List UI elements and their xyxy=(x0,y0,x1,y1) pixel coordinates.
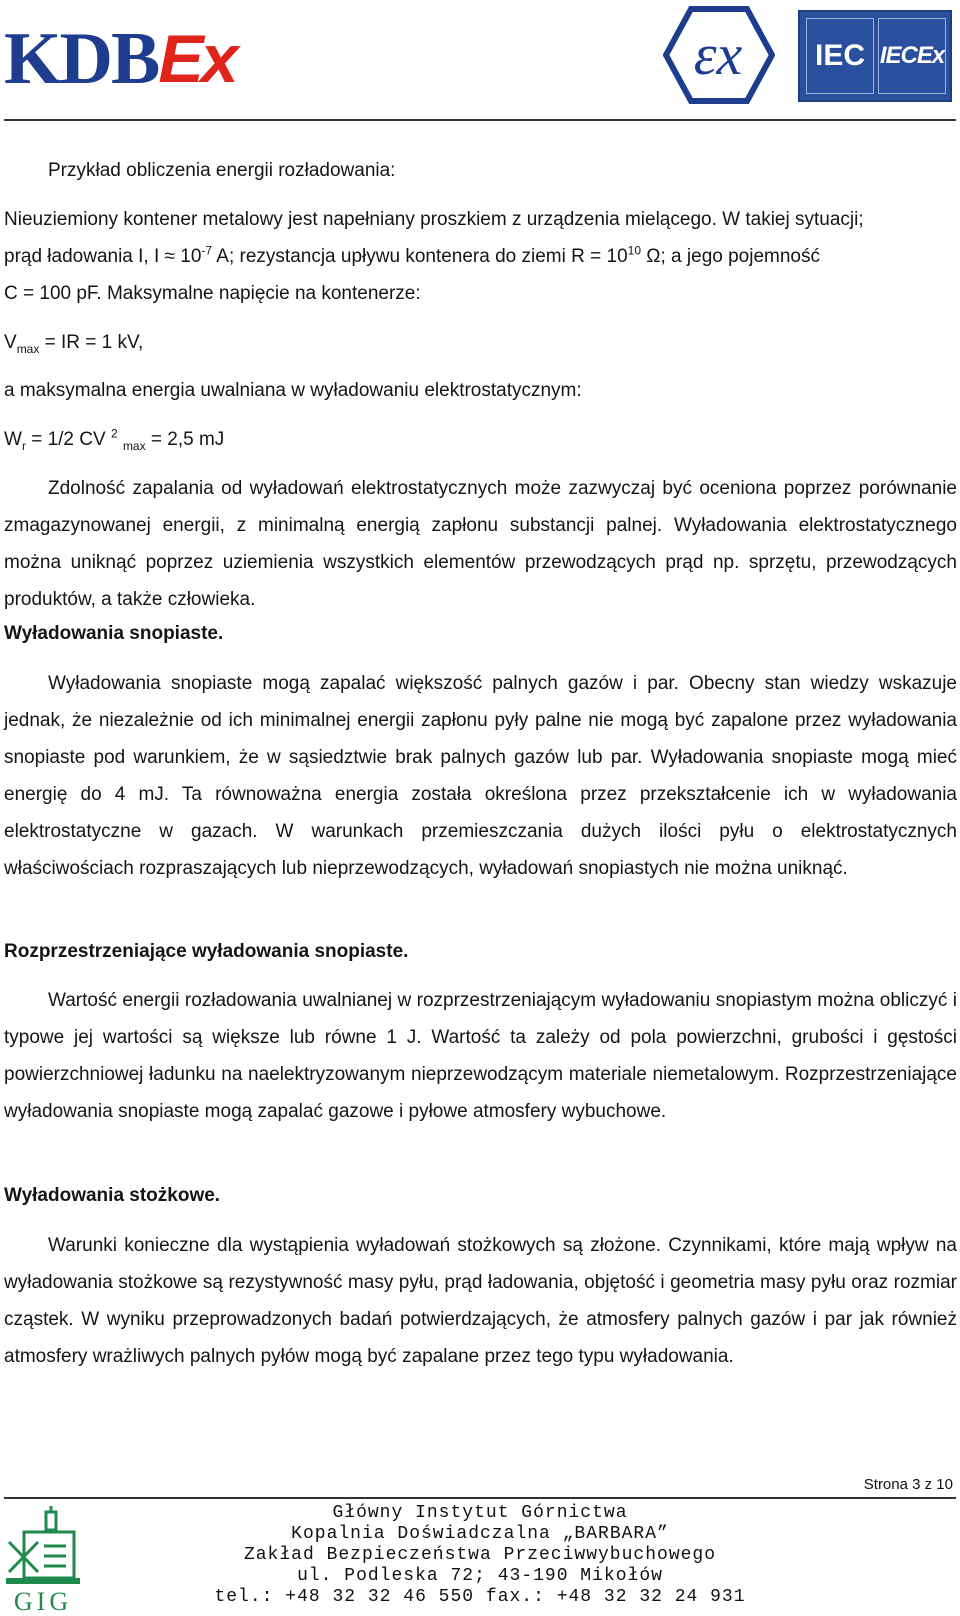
footer-divider xyxy=(4,1497,956,1499)
subscript: r xyxy=(21,438,26,453)
section-intro: Przykład obliczenia energii rozładowania: xyxy=(48,160,396,181)
institute-address xyxy=(0,1503,960,1608)
page-header xyxy=(0,0,960,122)
heading-brush-discharges: Wyładowania snopiaste. xyxy=(4,623,224,644)
paragraph-line: Nieuziemiony kontener metalowy jest napełniany proszkiem z urządzenia mielącego. W takiej sytuacji; xyxy=(4,209,864,230)
paragraph-line: a maksymalna energia uwalniana w wyładowaniu elektrostatycznym: xyxy=(4,380,582,401)
footer-line: tel.: +48 32 32 46 550 fax.: +48 32 32 24 931 xyxy=(214,1587,746,1607)
text-run: A; rezystancja upływu kontenera do ziemi R = 10 xyxy=(212,246,628,267)
page-number: Strona 3 z 10 xyxy=(863,1476,953,1493)
footer-line: Główny Instytut Górnictwa xyxy=(332,1503,628,1523)
text-run: V xyxy=(4,332,17,353)
text-run: W xyxy=(4,429,22,450)
iec-logo-text: IEC xyxy=(806,18,874,94)
logo-ex-text: Ex xyxy=(158,21,236,97)
footer-line: ul. Podleska 72; 43-190 Mikołów xyxy=(297,1566,663,1586)
subscript: max xyxy=(122,438,146,453)
text-run: prąd ładowania I, I ≈ 10 xyxy=(4,246,202,267)
exponent: 2 xyxy=(110,426,118,441)
footer-line: Kopalnia Doświadczalna „BARBARA” xyxy=(291,1524,669,1544)
paragraph-line xyxy=(4,238,820,275)
iec-iecex-logo xyxy=(798,10,952,102)
kdbex-logo xyxy=(4,18,236,100)
text-run: Ω; a jego pojemność xyxy=(641,246,820,267)
paragraph-ignition: Zdolność zapalania od wyładowań elektrostatycznych może zazwyczaj być oceniona poprzez porównanie zmagazynowanej energii, z minimalną energią zapłonu substancji palnej. Wyładowania elektrostatycznego można uniknąć poprzez uziemienia wszystkich elementów przewodzących prąd np. sprzętu, przewodzących produktów, a także człowieka. xyxy=(4,478,957,610)
atex-ex-hexagon-icon xyxy=(663,6,775,104)
text-run: = 1/2 CV xyxy=(25,429,111,450)
header-divider xyxy=(4,119,956,121)
exponent: -7 xyxy=(201,243,213,258)
subscript: max xyxy=(16,341,40,356)
exponent: 10 xyxy=(627,243,642,258)
text-run: = 2,5 mJ xyxy=(145,429,225,450)
svg-text:εx: εx xyxy=(693,22,743,87)
heading-propagating-brush-discharges: Rozprzestrzeniające wyładowania snopiaste. xyxy=(4,941,409,962)
gig-letters: GIG xyxy=(13,1587,73,1614)
paragraph-cone-discharges: Warunki konieczne dla wystąpienia wyładowań stożkowych są złożone. Czynnikami, które mają wpływ na wyładowania stożkowe są rezystywność masy pyłu, prąd ładowania, objętość i geometria masy pyłu oraz rozmiar cząstek. W wyniku przeprowadzonych badań potwierdzających, że atmosfery palnych gazów i par jak również atmosfery wrażliwych palnych pyłów mogą być zapalane przez tego typu wyładowania. xyxy=(4,1235,957,1367)
paragraph-line: C = 100 pF. Maksymalne napięcie na kontenerze: xyxy=(4,283,421,304)
paragraph-propagating-brush-discharges: Wartość energii rozładowania uwalnianej w rozprzestrzeniającym wyładowaniu snopiastym można obliczyć i typowe jej wartości są większe lub równe 1 J. Wartość ta zależy od pola powierzchni, grubości i gęstości powierzchniowej ładunku na naelektryzowanym nieprzewodzącym materiale niemetalowym. Rozprzestrzeniające wyładowania snopiaste mogą zapalać gazowe i pyłowe atmosfery wybuchowe. xyxy=(4,990,957,1122)
heading-cone-discharges: Wyładowania stożkowe. xyxy=(4,1185,221,1206)
paragraph-brush-discharges: Wyładowania snopiaste mogą zapalać większość palnych gazów i par. Obecny stan wiedzy wskazuje jednak, że niezależnie od ich minimalnej energii zapłonu pyły palne nie mogą być zapalone przez wyładowania snopiaste pod warunkiem, że w sąsiedztwie brak palnych gazów lub par. Wyładowania snopiaste mogą mieć energię do 4 mJ. Ta równoważna energia została określona przez przekształcenie ich w wyładowania elektrostatyczne w gazach. W warunkach przemieszczania dużych ilości pyłu o elektrostatycznych właściwościach rozpraszających lub nieprzewodzących, wyładowań snopiastych nie można uniknąć. xyxy=(4,673,957,879)
text-run: = IR = 1 kV, xyxy=(39,332,144,353)
iecex-logo-text: IECEx xyxy=(878,18,946,94)
equation-wr xyxy=(4,421,224,458)
logo-kdb-text: KDB xyxy=(4,18,159,100)
footer-line: Zakład Bezpieczeństwa Przeciwwybuchowego xyxy=(243,1545,717,1565)
equation-vmax xyxy=(4,324,143,361)
